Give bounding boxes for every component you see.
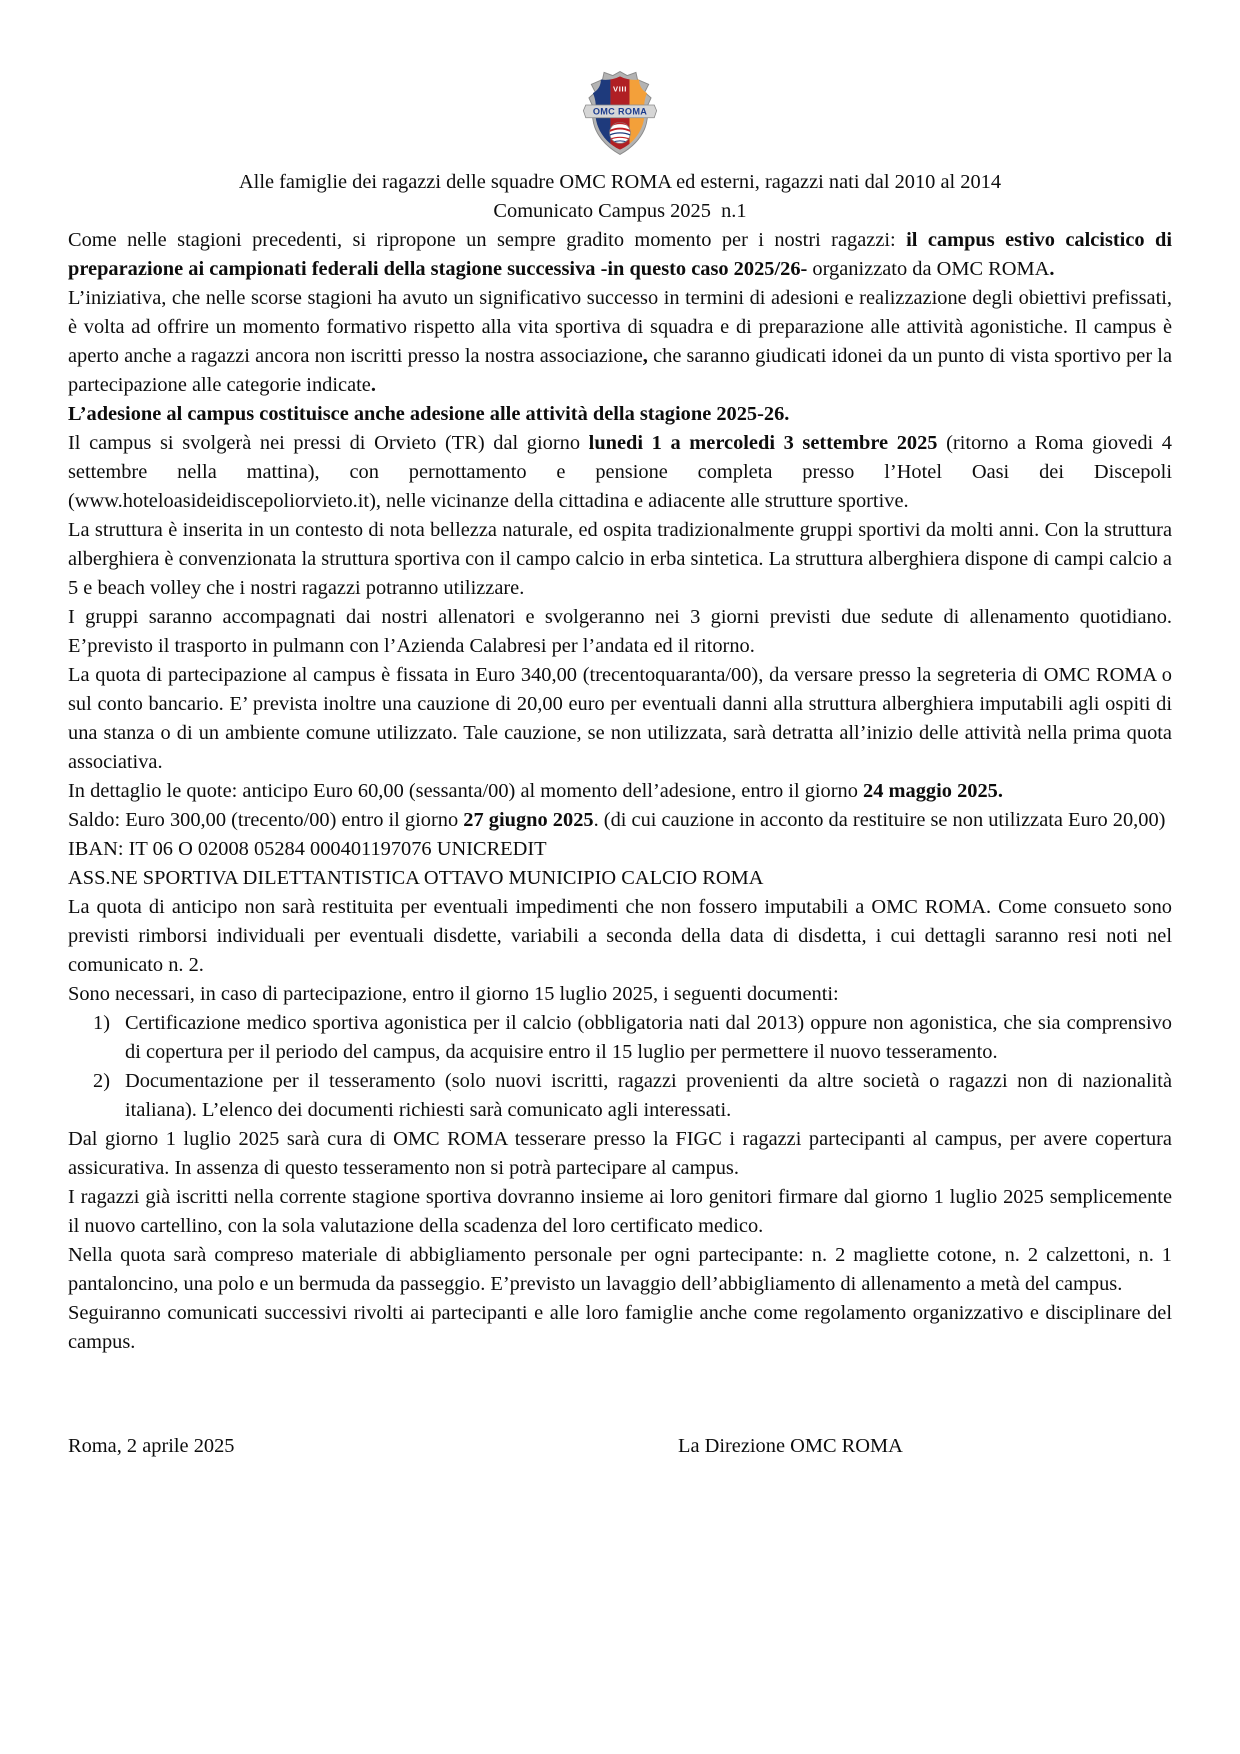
list-item [68, 1009, 1172, 1067]
paragraph [68, 835, 1172, 864]
text-run: Nella quota sarà compreso materiale di abbigliamento personale per ogni partecipante: n. 2 magliette cotone, n. 2 calzettoni, n. 1 pantaloncino, una polo e un bermuda da passeggio. E’previsto un lavaggio dell’abbigliamento di allenamento a metà del campus. [68, 1244, 1172, 1295]
text-run: Documentazione per il tesseramento (solo nuovi iscritti, ragazzi provenienti da altre società o ragazzi non di nazionalità italiana). L’elenco dei documenti richiesti sarà comunicato agli interessati. [125, 1070, 1172, 1121]
text-run: Come nelle stagioni precedenti, si ripropone un sempre gradito momento per i nostri ragazzi: [68, 229, 907, 251]
text-run: Seguiranno comunicati successivi rivolti ai partecipanti e alle loro famiglie anche come regolamento organizzativo e disciplinare del campus. [68, 1302, 1172, 1353]
text-run: Il campus si svolgerà nei pressi di Orvieto (TR) dal giorno [68, 432, 589, 454]
omc-roma-crest-logo [68, 70, 1172, 156]
text-run: che saranno giudicati idonei da un punto di vista sportivo per la partecipazione alle categorie indicate [68, 345, 1172, 396]
crest-icon [579, 70, 661, 156]
text-run: Dal giorno 1 luglio 2025 sarà cura di OMC ROMA tesserare presso la FIGC i ragazzi partecipanti al campus, per avere copertura assicurativa. In assenza di questo tesseramento non si potrà partecipare al campus. [68, 1128, 1172, 1179]
bold-text-run: 27 giugno 2025 [463, 809, 594, 831]
text-run: organizzato da OMC ROMA [812, 258, 1050, 280]
footer-row [68, 1432, 1172, 1461]
crest-roman-numeral: VIII [613, 84, 627, 94]
list-number: 1) [93, 1012, 110, 1034]
bold-text-run: , [642, 345, 648, 367]
paragraph [68, 400, 1172, 429]
paragraph [68, 661, 1172, 777]
document-title: Comunicato Campus 2025 n.1 [493, 200, 747, 222]
text-run: L’iniziativa, che nelle scorse stagioni ha avuto un significativo successo in termini di adesioni e realizzazione degli obiettivi prefissati, è volta ad offrire un momento formativo rispetto alla vita sportiva di squadra e di preparazione alle attività agonistiche. Il campus è aperto anche a ragazzi ancora non iscritti presso la nostra associazione [68, 287, 1172, 367]
text-run: Sono necessari, in caso di partecipazione, entro il giorno 15 luglio 2025, i seguenti documenti: [68, 983, 839, 1005]
paragraph [68, 864, 1172, 893]
list-text [125, 1009, 1172, 1067]
paragraph [68, 1183, 1172, 1241]
place-and-date: Roma, 2 aprile 2025 [68, 1435, 235, 1457]
text-run: In dettaglio le quote: anticipo Euro 60,00 (sessanta/00) al momento dell’adesione, entro il giorno [68, 780, 864, 802]
bold-text-run: . [370, 374, 376, 396]
body-blocks [68, 226, 1172, 1357]
text-run: La struttura è inserita in un contesto di nota bellezza naturale, ed ospita tradizionalmente gruppi sportivi da molti anni. Con la struttura alberghiera è convenzionata la struttura sportiva con il campo calcio in erba sintetica. La struttura alberghiera dispone di campi calcio a 5 e beach volley che i nostri ragazzi potranno utilizzare. [68, 519, 1172, 599]
paragraph [68, 893, 1172, 980]
crest-banner-label: OMC ROMA [592, 106, 648, 117]
text-run: ASS.NE SPORTIVA DILETTANTISTICA OTTAVO MUNICIPIO CALCIO ROMA [68, 867, 764, 889]
bold-text-run: 24 maggio 2025. [863, 780, 1003, 802]
bold-text-run: il campus estivo calcistico di preparazione ai campionati federali della stagione successiva -in questo caso 2025/26- [68, 229, 1172, 280]
signature: La Direzione OMC ROMA [678, 1435, 903, 1457]
paragraph [68, 980, 1172, 1009]
paragraph [68, 603, 1172, 661]
text-run: I gruppi saranno accompagnati dai nostri allenatori e svolgeranno nei 3 giorni previsti due sedute di allenamento quotidiano. E’previsto il trasporto in pulmann con l’Azienda Calabresi per l’andata ed il ritorno. [68, 606, 1172, 657]
paragraph [68, 806, 1172, 835]
bold-text-run: lunedi 1 a mercoledi 3 settembre 2025 [588, 432, 938, 454]
text-run: Certificazione medico sportiva agonistica per il calcio (obbligatoria nati dal 2013) oppure non agonistica, che sia comprensivo di copertura per il periodo del campus, da acquisire entro il 15 luglio per permettere il nuovo tesseramento. [125, 1012, 1172, 1063]
recipient-line: Alle famiglie dei ragazzi delle squadre OMC ROMA ed esterni, ragazzi nati dal 2010 al 2014 [238, 171, 1002, 193]
paragraph [68, 1299, 1172, 1357]
text-run: I ragazzi già iscritti nella corrente stagione sportiva dovranno insieme ai loro genitori firmare dal giorno 1 luglio 2025 semplicemente il nuovo cartellino, con la sola valutazione della scadenza del loro certificato medico. [68, 1186, 1172, 1237]
bold-text-run: . [1049, 258, 1055, 280]
text-run: Saldo: Euro 300,00 (trecento/00) entro il giorno [68, 809, 464, 831]
paragraph [68, 226, 1172, 284]
text-run: . (di cui cauzione in acconto da restituire se non utilizzata Euro 20,00) [593, 809, 1166, 831]
paragraph [68, 429, 1172, 516]
list-text [125, 1067, 1172, 1125]
paragraph [68, 1241, 1172, 1299]
text-run: (ritorno a Roma giovedi 4 settembre nella mattina), con pernottamento e pensione completa presso l’Hotel Oasi dei Discepoli (www.hoteloasideidiscepoliorvieto.it), nelle vicinanze della cittadina e adiacente alle strutture sportive. [68, 432, 1172, 512]
paragraph [68, 516, 1172, 603]
crest-banner [583, 105, 656, 118]
list-item [68, 1067, 1172, 1125]
text-run: IBAN: IT 06 O 02008 05284 000401197076 UNICREDIT [68, 838, 547, 860]
bold-text-run: L’adesione al campus costituisce anche adesione alle attività della stagione 2025-26. [68, 403, 790, 425]
text-run: La quota di anticipo non sarà restituita per eventuali impedimenti che non fossero imputabili a OMC ROMA. Come consueto sono previsti rimborsi individuali per eventuali disdette, variabili a seconda della data di disdetta, i cui dettagli saranno resi noti nel comunicato n. 2. [68, 896, 1172, 976]
text-run: La quota di partecipazione al campus è fissata in Euro 340,00 (trecentoquaranta/00), da versare presso la segreteria di OMC ROMA o sul conto bancario. E’ prevista inoltre una cauzione di 20,00 euro per eventuali danni alla struttura alberghiera imputabili agli ospiti di una stanza o di un ambiente comune utilizzato. Tale cauzione, se non utilizzata, sarà detratta all’inizio delle attività nella prima quota associativa. [68, 664, 1172, 773]
paragraph [68, 284, 1172, 400]
paragraph [68, 777, 1172, 806]
paragraph [68, 1125, 1172, 1183]
list-number: 2) [93, 1070, 110, 1092]
